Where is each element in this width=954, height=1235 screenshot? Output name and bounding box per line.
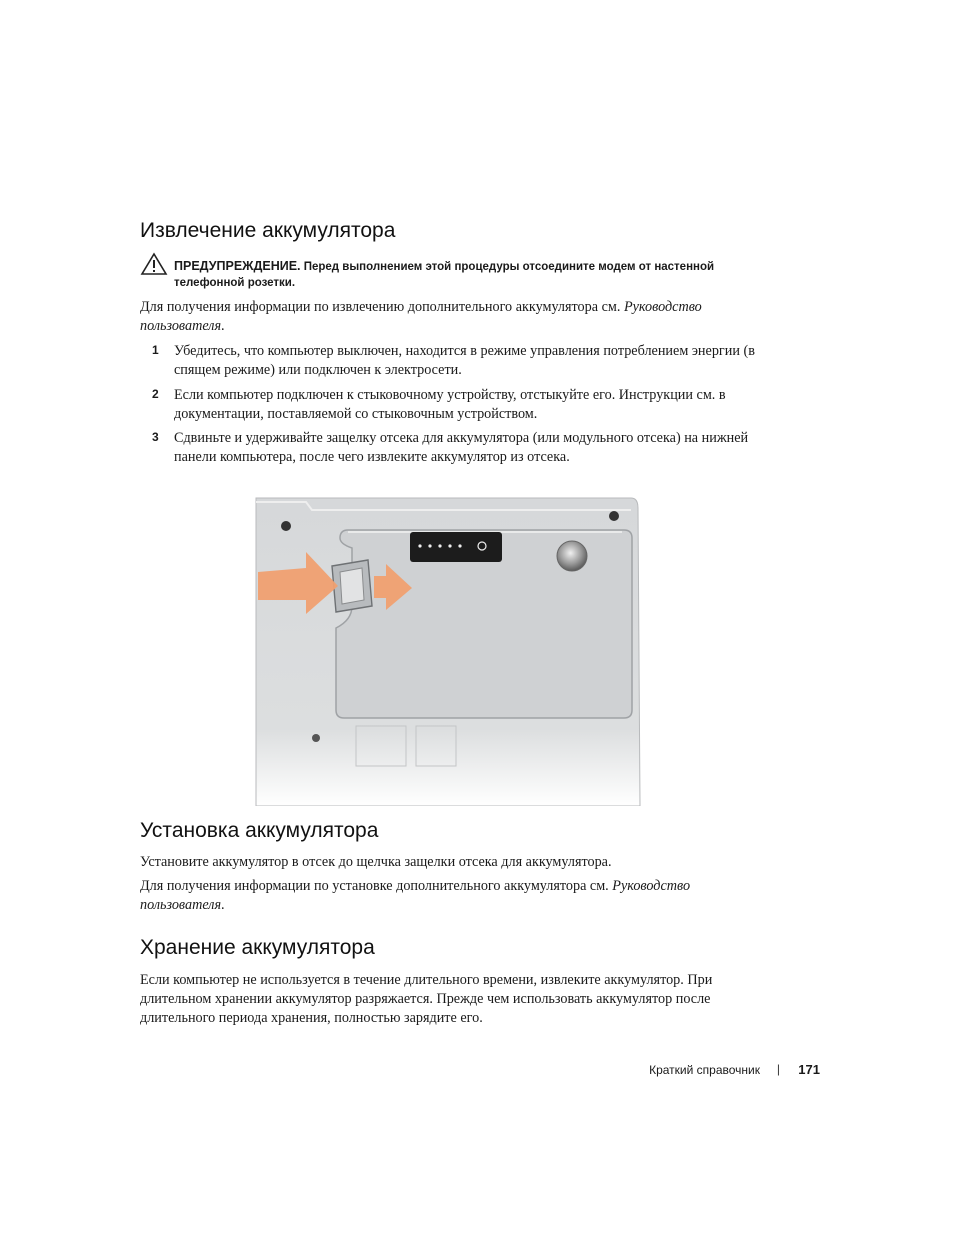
user-guide-ref: Руководство пользователя — [140, 299, 702, 334]
install-para-2 — [140, 877, 770, 915]
warning-triangle-icon — [140, 252, 168, 281]
step-number: 2 — [152, 387, 159, 401]
remove-intro-end: . — [221, 318, 225, 334]
remove-intro-text: Для получения информации по извлечению дополнительного аккумулятора см. — [140, 299, 624, 315]
user-guide-ref-2: Руководство пользователя — [140, 878, 691, 913]
storage-para: Если компьютер не используется в течение длительного времени, извлеките аккумулятор. При длительном хранении аккумулятор разряжается. Прежде чем использовать аккумулятор после длительного периода хранения, полностью зарядите его. — [140, 972, 713, 1026]
heading-install-battery: Установка аккумулятора — [140, 819, 379, 842]
heading-remove-battery: Извлечение аккумулятора — [140, 219, 396, 242]
page-number: 171 — [798, 1062, 820, 1077]
page-footer — [560, 1062, 822, 1082]
battery-removal-illustration — [236, 488, 648, 806]
warning-body: Перед выполнением этой процедуры отсоедините модем от настенной телефонной розетки. — [174, 261, 715, 289]
install-para-2-end: . — [221, 897, 225, 913]
warning-label: ПРЕДУПРЕЖДЕНИЕ. — [174, 259, 301, 273]
step-number: 1 — [152, 343, 159, 357]
install-para-2-text: Для получения информации по установке дополнительного аккумулятора см. — [140, 878, 613, 894]
step-text: Сдвиньте и удерживайте защелку отсека для аккумулятора (или модульного отсека) на нижней панели компьютера, после чего извлеките аккумулятор из отсека. — [174, 430, 749, 465]
heading-store-battery: Хранение аккумулятора — [140, 936, 375, 959]
step-number: 3 — [152, 430, 159, 444]
footer-separator: | — [776, 1062, 780, 1076]
footer-title: Краткий справочник — [649, 1063, 760, 1077]
warning-text — [174, 258, 764, 291]
install-para-1: Установите аккумулятор в отсек до щелчка защелки отсека для аккумулятора. — [140, 854, 612, 870]
remove-intro — [140, 298, 770, 336]
step-text: Если компьютер подключен к стыковочному устройству, отстыкуйте его. Инструкции см. в документации, поставляемой со стыковочным устройством. — [174, 387, 726, 422]
step-text: Убедитесь, что компьютер выключен, находится в режиме управления потреблением энергии (в спящем режиме) или подключен к электросети. — [174, 343, 755, 378]
